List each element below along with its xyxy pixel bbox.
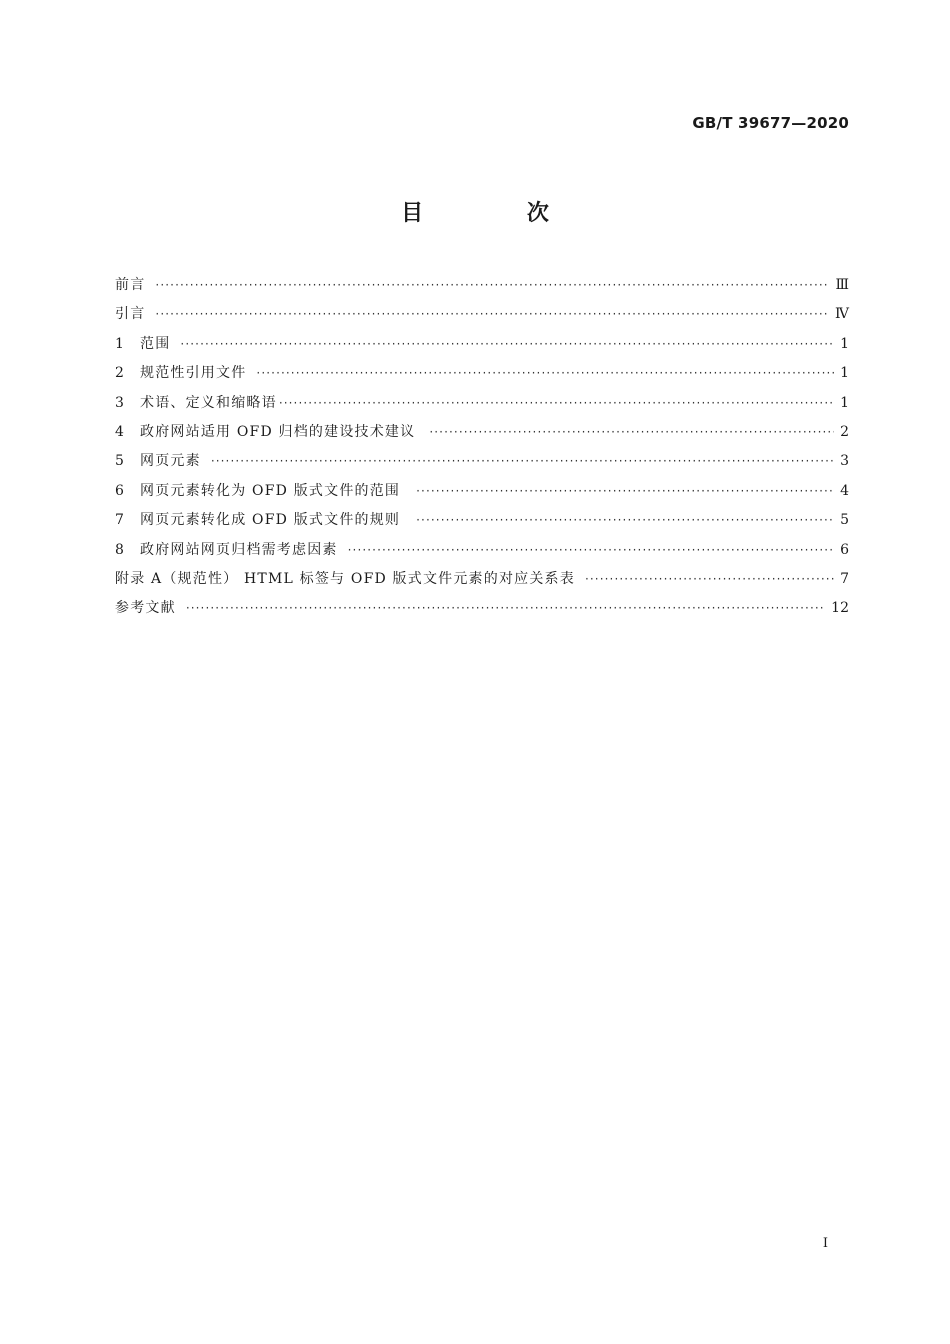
toc-leader (416, 506, 834, 535)
toc-leader (155, 271, 829, 300)
toc-entry-foreword[interactable] (115, 271, 849, 300)
toc-page-number: 3 (840, 453, 849, 470)
toc-label: 网页元素 (140, 453, 201, 470)
table-of-contents (115, 271, 849, 624)
toc-page-number: 1 (840, 335, 849, 352)
page-title: 目 次 (401, 201, 597, 226)
toc-page-number: 1 (840, 394, 849, 411)
toc-section-number: 7 (115, 512, 124, 529)
toc-label: 前言 (115, 277, 146, 293)
toc-entry-5[interactable] (115, 447, 849, 476)
toc-page-number: 7 (840, 570, 849, 587)
toc-page-number: 4 (840, 482, 849, 499)
toc-leader (155, 300, 829, 329)
toc-section-number: 2 (115, 365, 124, 382)
toc-section-number: 5 (115, 453, 124, 470)
toc-page-number: Ⅲ (835, 277, 849, 293)
toc-section-number: 3 (115, 394, 124, 411)
toc-label: 附录 A（规范性） HTML 标签与 OFD 版式文件元素的对应关系表 (115, 570, 575, 587)
toc-section-number: 6 (115, 482, 124, 499)
toc-label: 政府网站适用 OFD 归档的建设技术建议 (140, 423, 416, 440)
toc-label: 术语、定义和缩略语 (140, 394, 277, 411)
toc-page-number: 1 (840, 365, 849, 382)
toc-page-number: 6 (840, 541, 849, 558)
toc-section-number: 1 (115, 335, 124, 352)
toc-leader (416, 477, 834, 506)
toc-leader (348, 536, 834, 565)
toc-entry-introduction[interactable] (115, 300, 849, 329)
toc-section-number: 4 (115, 423, 124, 440)
toc-entry-3[interactable] (115, 389, 849, 418)
toc-label: 政府网站网页归档需考虑因素 (140, 541, 338, 558)
toc-leader (256, 359, 834, 388)
toc-leader (211, 447, 834, 476)
toc-leader (585, 565, 834, 594)
toc-page-number: 5 (840, 512, 849, 529)
toc-label: 规范性引用文件 (140, 365, 247, 382)
toc-page-number: 2 (840, 423, 849, 440)
toc-label: 引言 (115, 306, 146, 323)
toc-label: 范围 (140, 335, 171, 352)
toc-entry-4[interactable] (115, 418, 849, 447)
toc-entry-bibliography[interactable] (115, 594, 849, 623)
toc-leader (180, 330, 834, 359)
toc-entry-annex-a[interactable] (115, 565, 849, 594)
toc-entry-2[interactable] (115, 359, 849, 388)
toc-entry-7[interactable] (115, 506, 849, 535)
toc-leader (429, 418, 834, 447)
toc-entry-1[interactable] (115, 330, 849, 359)
toc-label: 参考文献 (115, 600, 176, 617)
toc-page-number: Ⅳ (835, 306, 849, 323)
toc-label: 网页元素转化成 OFD 版式文件的规则 (140, 512, 401, 529)
page-number: Ⅰ (822, 1236, 828, 1251)
toc-leader (186, 594, 825, 623)
toc-section-number: 8 (115, 541, 124, 558)
toc-entry-6[interactable] (115, 477, 849, 506)
toc-label: 网页元素转化为 OFD 版式文件的范围 (140, 482, 401, 499)
standard-number: GB/T 39677—2020 (692, 114, 849, 132)
toc-page-number: 12 (831, 600, 849, 617)
toc-leader (279, 389, 834, 418)
toc-entry-8[interactable] (115, 536, 849, 565)
